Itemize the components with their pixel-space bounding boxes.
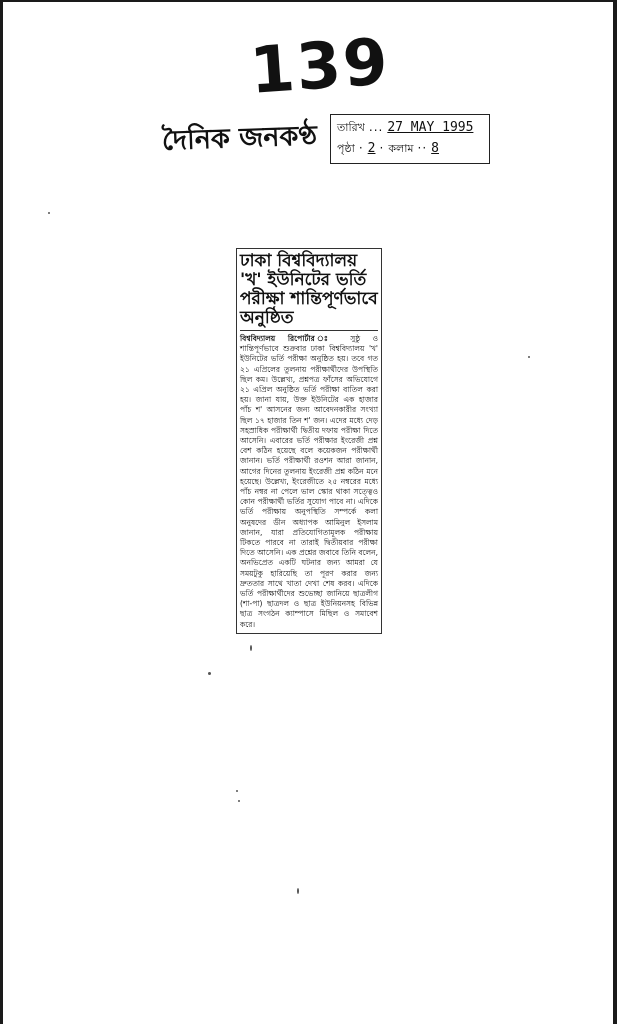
stamp-dots: · [358,141,364,155]
stamp-dots: ·· [417,141,428,155]
clipping-headline: ঢাকা বিশ্ববিদ্যালয় 'খ' ইউনিটের ভর্তি পরীক্ষা শান্তিপূর্ণভাবে অনুষ্ঠিত [240,252,378,331]
stamp-dots: · [379,141,385,155]
stamp-date-label: তারিখ [337,121,365,134]
stamp-page-row [337,140,483,161]
newspaper-clipping [236,248,382,634]
scan-speck [208,672,211,675]
newspaper-masthead: দৈনিক জনকণ্ঠ [161,120,318,157]
clipping-byline: বিশ্ববিদ্যালয় রিপোর্টার ঃ [240,334,338,343]
scan-edge-top [0,0,617,2]
clipping-body-text: সুষ্ঠু ও শান্তিপূর্ণভাবে শুক্রবার ঢাকা বিশ্ববিদ্যালয় 'খ' ইউনিটের ভর্তি পরীক্ষা অনুষ্ঠিত হয়। তবে গত ২১ এপ্রিলের তুলনায় পরীক্ষার্থীদের উপস্থিতি ছিল কম। উল্লেখ্য, প্রশ্নপত্র ফাঁসের অভিযোগে ২১ এপ্রিল অনুষ্ঠিত ভর্তি পরীক্ষা বাতিল করা হয়। জানা যায়, উক্ত ইউনিটের এক হাজার পাঁচ শ' আসনের জন্য আবেদনকারীর সংখ্যা ছিল ১৭ হাজার তিন শ' জন। এদের মধ্যে দেড় সহস্রাধিক পরীক্ষার্থী দ্বিতীয় দফায় পরীক্ষা দিতে আসেনি। এবারের ভর্তি পরীক্ষার ইংরেজী প্রশ্ন বেশ কঠিন হয়েছে বলে কয়েকজন পরীক্ষার্থী জানান। ভর্তি পরীক্ষার্থী রওশন আরা জানান, আগের দিনের তুলনায় ইংরেজী প্রশ্ন কঠিন মনে হয়েছে। উল্লেখ্য, ইংরেজীতে ২৫ নম্বরের মধ্যে পাঁচ নম্বর না পেলে ভাল স্কোর থাকা সত্ত্বেও কোন পরীক্ষার্থী ভর্তির সুযোগ পাবে না। এদিকে ভর্তি পরীক্ষায় অনুপস্থিতি সম্পর্কে কলা অনুষদের ডীন অধ্যাপক আমিনুল ইসলাম জানান, যারা প্রতিযোগিতামূলক পরীক্ষায় টিকতে পারবে না তারাই দ্বিতীয়বার পরীক্ষা দিতে আসেনি। এক প্রশ্নের জবাবে তিনি বলেন, অনভিপ্রেত একটি ঘটনার জন্য আমরা যে সময়টুকু হারিয়েছি তা পূরণ করার জন্য দ্রুততার সাথে খাতা দেখা শেষ করব। এদিকে ভর্তি পরীক্ষার্থীদের শুভেচ্ছা জানিয়ে ছাত্রলীগ (শা-পা) ছাত্রদল ও ছাত্র ইউনিয়নসহ বিভিন্ন ছাত্র সংগঠন ক্যাম্পাসে মিছিল ও সমাবেশ করে। [240,334,378,629]
scan-speck [297,888,299,894]
clipping-body [240,334,378,630]
stamp-page-label: পৃষ্ঠা [337,142,355,155]
scan-edge-left [0,0,3,1024]
stamp-date-value: 27 MAY 1995 [387,120,474,135]
scan-speck [528,356,530,358]
date-stamp [330,114,490,164]
handwritten-page-number: 139 [247,25,393,109]
scan-edge-right [613,0,617,1024]
stamp-dots: ... [368,120,384,134]
stamp-column-label: কলাম [388,142,414,155]
stamp-page-value: 2 [367,141,376,156]
scan-speck [236,790,238,792]
scan-speck [250,645,252,651]
stamp-column-value: 8 [431,141,439,156]
stamp-date-row [337,119,483,140]
scan-speck [238,800,240,802]
scan-speck [48,212,50,214]
